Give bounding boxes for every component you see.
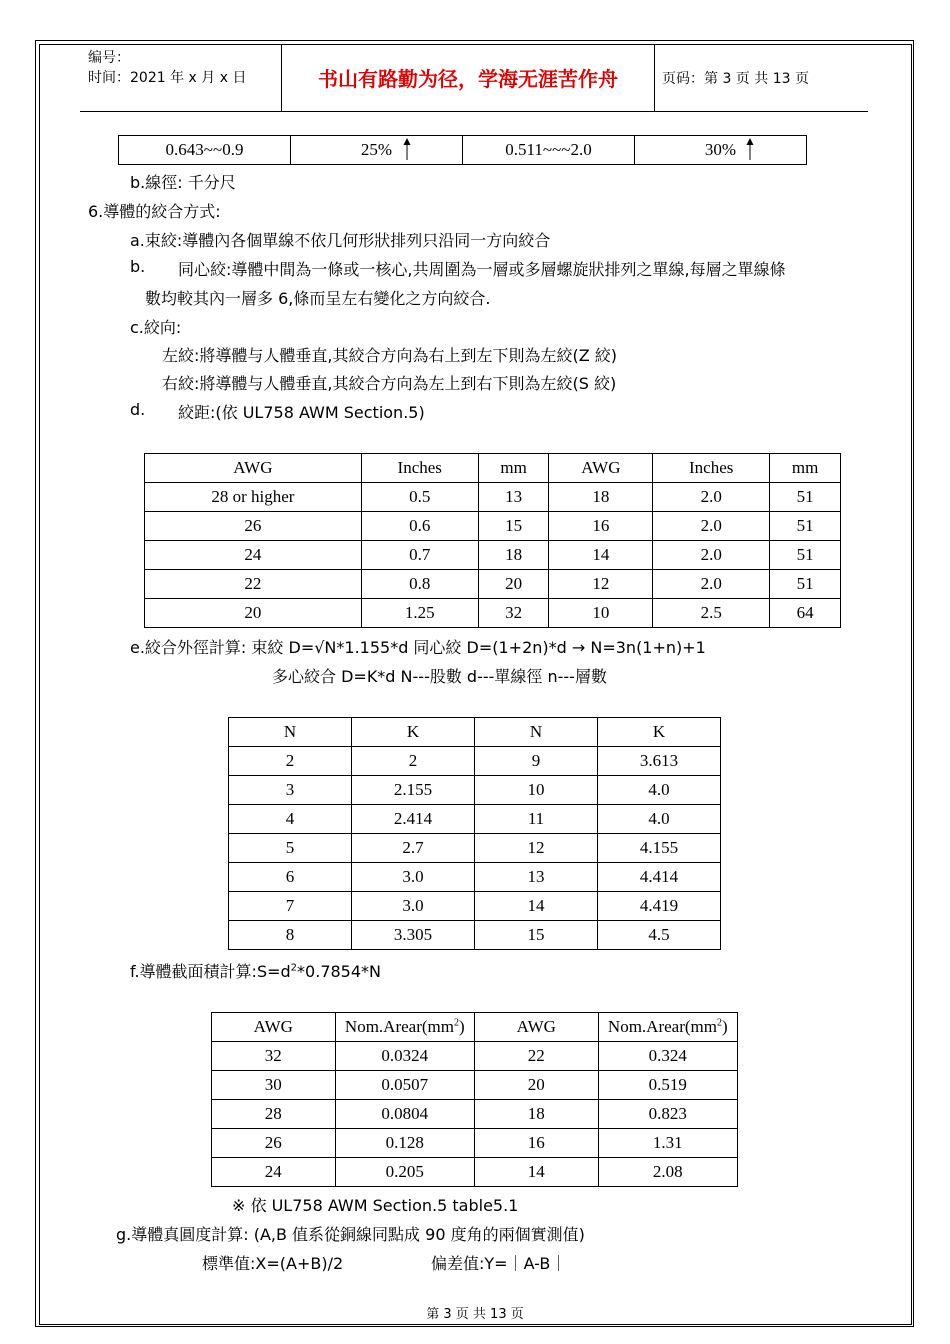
roundness-calc-line: g.導體真圓度計算: (A,B 值系從銅線同點成 90 度角的兩個實測值)	[116, 1225, 585, 1244]
table-cell: 15	[478, 512, 549, 541]
table-cell: 51	[770, 570, 841, 599]
pitch-label: d.	[130, 400, 146, 419]
table-cell: 2.0	[653, 483, 770, 512]
table-header-cell: AWG	[145, 454, 362, 483]
table-cell: 0.7	[361, 541, 478, 570]
table-cell: 3	[229, 776, 352, 805]
table-row	[212, 1100, 738, 1129]
bundle-twist-line: a.束絞:導體內各個單線不依几何形狀排列只沿同一方向絞合	[130, 231, 551, 250]
table-cell: 24	[212, 1158, 336, 1187]
table-row	[229, 805, 721, 834]
standard-value-line: 標準值:X=(A+B)/2	[202, 1254, 344, 1273]
cross-section-calc-prefix: f.導體截面積計算:S=d	[130, 962, 291, 981]
reference-note: ※ 依 UL758 AWM Section.5 table5.1	[232, 1196, 519, 1215]
table-header-cell: K	[352, 718, 475, 747]
header-left	[88, 48, 246, 88]
table-cell: 2.0	[653, 570, 770, 599]
area-header-close: )	[458, 1017, 465, 1036]
table-cell: 51	[770, 541, 841, 570]
table-cell: 22	[145, 570, 362, 599]
header-motto: 书山有路勤为径，学海无涯苦作舟	[281, 44, 655, 111]
table-cell: 0.823	[598, 1100, 737, 1129]
table-cell: 14	[474, 1158, 598, 1187]
table-cell: 30	[212, 1071, 336, 1100]
nominal-area-table	[211, 1012, 738, 1187]
table-row	[145, 570, 841, 599]
table-cell: 28	[212, 1100, 336, 1129]
area-header-sup: 2	[716, 1017, 722, 1029]
table-cell: 16	[549, 512, 653, 541]
section-6-heading: 6.導體的絞合方式:	[88, 202, 221, 221]
twist-direction-heading: c.絞向:	[130, 318, 182, 337]
table-header-cell: Inches	[361, 454, 478, 483]
multicore-calc-line: 多心絞合 D=K*d N---股數 d---單線徑 n---層數	[272, 667, 607, 686]
table-header-cell: mm	[770, 454, 841, 483]
table-cell: 14	[475, 892, 598, 921]
table-header-row	[229, 718, 721, 747]
area-header-sup: 2	[453, 1017, 459, 1029]
table-header-cell: AWG	[549, 454, 653, 483]
table-cell: 18	[549, 483, 653, 512]
area-header-text: Nom.Arear(mm	[344, 1017, 454, 1036]
table-row	[229, 776, 721, 805]
table-cell: 26	[145, 512, 362, 541]
table-cell: 12	[549, 570, 653, 599]
table-row	[212, 1071, 738, 1100]
table-cell: 2.155	[352, 776, 475, 805]
table-cell: 0.128	[335, 1129, 474, 1158]
table-cell: 1.25	[361, 599, 478, 628]
table-cell: 4	[229, 805, 352, 834]
table-cell: 3.0	[352, 863, 475, 892]
table-cell: 4.155	[598, 834, 721, 863]
table-cell: 0.0507	[335, 1071, 474, 1100]
top-table	[118, 135, 807, 165]
deviation-value-line: 偏差值:Y=｜A-B｜	[431, 1254, 567, 1273]
page-footer: 第 3 页 共 13 页	[426, 1307, 524, 1322]
table-cell: 0.0324	[335, 1042, 474, 1071]
area-header-close: )	[721, 1017, 728, 1036]
table-cell: 2.5	[653, 599, 770, 628]
up-arrow-icon	[402, 138, 412, 160]
table-cell: 0.6	[361, 512, 478, 541]
table-cell: 6	[229, 863, 352, 892]
table-row	[145, 512, 841, 541]
table-cell: 32	[478, 599, 549, 628]
table-cell: 2	[352, 747, 475, 776]
table-cell: 32	[212, 1042, 336, 1071]
table-cell: 3.613	[598, 747, 721, 776]
table-header-cell: N	[475, 718, 598, 747]
table-cell: 2.0	[653, 541, 770, 570]
table-cell: 11	[475, 805, 598, 834]
table-row	[119, 136, 807, 165]
table-cell: 4.419	[598, 892, 721, 921]
table-cell: 15	[475, 921, 598, 950]
number-label: 编号：	[88, 50, 130, 66]
table-cell: 0.5	[361, 483, 478, 512]
table-row	[229, 747, 721, 776]
table-cell: 13	[475, 863, 598, 892]
concentric-twist-line: 同心絞:導體中間為一條或一核心,共周圍為一層或多層螺旋狀排列之單線,每層之單線條	[178, 260, 786, 279]
table-cell: 10	[549, 599, 653, 628]
table-cell: 10	[475, 776, 598, 805]
table-cell: 22	[474, 1042, 598, 1071]
time-label: 时间：2021 年 x 月 x 日	[88, 70, 247, 86]
cross-section-calc-suffix: *0.7854*N	[297, 962, 381, 981]
table-cell: 2.7	[352, 834, 475, 863]
table-cell: 3.305	[352, 921, 475, 950]
table-cell: 28 or higher	[145, 483, 362, 512]
concentric-label: b.	[130, 257, 146, 276]
table-header-cell: K	[598, 718, 721, 747]
table-cell: 20	[145, 599, 362, 628]
table-cell: 0.511~~~2.0	[463, 136, 635, 165]
table-row	[145, 483, 841, 512]
table-cell: 2.0	[653, 512, 770, 541]
table-header-row	[145, 454, 841, 483]
table-cell: 7	[229, 892, 352, 921]
table-header-cell: AWG	[212, 1013, 336, 1042]
table-cell: 2.414	[352, 805, 475, 834]
wire-diameter-line: b.線徑: 千分尺	[130, 173, 236, 192]
table-row	[229, 834, 721, 863]
table-cell: 4.5	[598, 921, 721, 950]
table-row	[145, 599, 841, 628]
table-cell: 4.0	[598, 776, 721, 805]
table-cell: 64	[770, 599, 841, 628]
table-cell: 0.643~~0.9	[119, 136, 291, 165]
table-row	[229, 892, 721, 921]
table-cell: 4.414	[598, 863, 721, 892]
outer-diameter-calc-line: e.絞合外徑計算: 束絞 D=√N*1.155*d 同心絞 D=(1+2n)*d → N=3n(1+n)+1	[130, 638, 706, 657]
table-cell: 16	[474, 1129, 598, 1158]
table-cell: 0.8	[361, 570, 478, 599]
k-factor-table	[228, 717, 721, 950]
table-header-row	[212, 1013, 738, 1042]
table-cell: 0.324	[598, 1042, 737, 1071]
left-twist-line: 左絞:將導體与人體垂直,其絞合方向為右上到左下則為左絞(Z 絞)	[162, 346, 618, 365]
table-cell: 9	[475, 747, 598, 776]
table-cell: 5	[229, 834, 352, 863]
table-header-cell: mm	[478, 454, 549, 483]
table-cell: 24	[145, 541, 362, 570]
table-cell: 0.0804	[335, 1100, 474, 1129]
table-cell: 2.08	[598, 1158, 737, 1187]
pitch-line: 絞距:(依 UL758 AWM Section.5)	[178, 403, 425, 422]
table-cell: 14	[549, 541, 653, 570]
cross-section-calc-line	[130, 959, 381, 982]
table-cell: 20	[478, 570, 549, 599]
table-cell: 18	[478, 541, 549, 570]
table-row	[145, 541, 841, 570]
table-cell: 0.205	[335, 1158, 474, 1187]
table-row	[212, 1129, 738, 1158]
table-row	[229, 921, 721, 950]
table-cell: 26	[212, 1129, 336, 1158]
table-cell: 51	[770, 483, 841, 512]
concentric-twist-line-2: 數均較其內一層多 6,條而呈左右變化之方向絞合.	[145, 289, 491, 308]
table-row	[212, 1158, 738, 1187]
table-header-cell: Inches	[653, 454, 770, 483]
table-cell: 12	[475, 834, 598, 863]
table-cell: 25%	[291, 136, 463, 165]
cross-section-calc-sup: 2	[290, 962, 298, 974]
area-header-text: Nom.Arear(mm	[607, 1017, 717, 1036]
page-header	[80, 44, 868, 112]
table-cell: 18	[474, 1100, 598, 1129]
table-cell: 13	[478, 483, 549, 512]
table-cell: 3.0	[352, 892, 475, 921]
header-page-label: 页码：第 3 页 共 13 页	[662, 71, 809, 87]
table-header-cell: N	[229, 718, 352, 747]
pitch-table	[144, 453, 841, 628]
table-cell: 4.0	[598, 805, 721, 834]
table-header-cell	[598, 1013, 737, 1042]
table-header-cell	[335, 1013, 474, 1042]
right-twist-line: 右絞:將導體与人體垂直,其絞合方向為左上到右下則為左絞(S 絞)	[162, 374, 617, 393]
table-cell: 0.519	[598, 1071, 737, 1100]
table-cell: 2	[229, 747, 352, 776]
up-arrow-icon	[745, 138, 755, 160]
table-header-cell: AWG	[474, 1013, 598, 1042]
table-cell: 30%	[635, 136, 807, 165]
table-cell: 8	[229, 921, 352, 950]
table-cell: 1.31	[598, 1129, 737, 1158]
table-row	[212, 1042, 738, 1071]
table-cell: 51	[770, 512, 841, 541]
table-row	[229, 863, 721, 892]
table-cell: 20	[474, 1071, 598, 1100]
